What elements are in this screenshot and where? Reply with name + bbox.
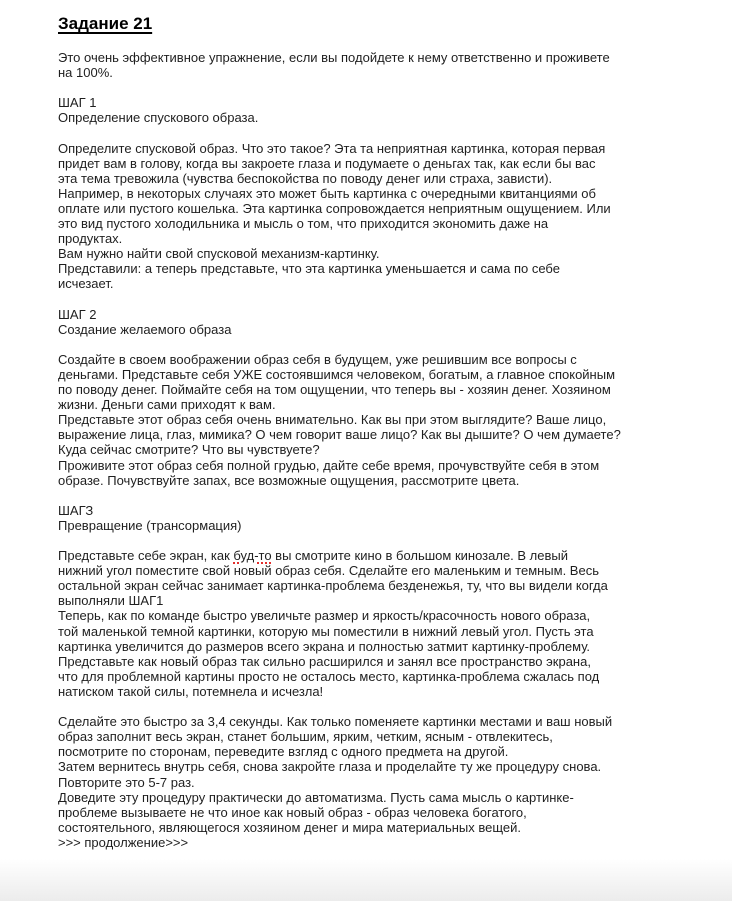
text-line: что для проблемной картины просто не осталось место, картинка-проблема сжалась под [58,668,600,684]
paragraph [58,50,704,80]
text-line: оплате или пустого кошелька. Эта картинка сопровождается неприятным ощущением. Или [58,200,611,216]
text-line: Определите спусковой образ. Что это такое? Эта та неприятная картинка, которая первая [58,140,606,156]
text-line: придет вам в голову, когда вы закроете глаза и подумаете о деньгах так, как если бы вас [58,155,596,171]
document-body [58,50,704,850]
text-line: продуктах. [58,231,123,247]
text-line: Доведите эту процедуру практически до автоматизма. Пусть сама мысль о картинке- [58,789,574,805]
text-line: той маленькой темной картинки, которую мы поместили в нижний левый угол. Пусть эта [58,623,594,639]
text-line: эта тема тревожила (чувства беспокойства по поводу денег или страха, зависти). [58,170,553,186]
paragraph [58,503,704,533]
text-line: Представили: а теперь представьте, что эта картинка уменьшается и сама по себе [58,261,560,277]
text-line: Представьте как новый образ так сильно расширился и занял все пространство экрана, [58,653,591,669]
text-line: остальной экран сейчас занимает картинка-проблема безденежья, ту, что вы видели когда [58,578,608,594]
text-line: Представьте себе экран, как буд-то вы смотрите кино в большом кинозале. В левый [58,548,569,564]
text-line: ШАГ 1 [58,95,97,111]
text-line: Превращение (трансормация) [58,517,242,533]
text-line: на 100%. [58,65,113,81]
text-line: картинка увеличится до размеров всего экрана и полностью затмит картинку-проблему. [58,638,591,654]
text-line: выражение лица, глаз, мимика? О чем говорит ваше лицо? Как вы дышите? О чем думаете? [58,427,621,443]
paragraph [58,307,704,337]
paragraph [58,352,704,488]
text-line: посмотрите по сторонам, переведите взгляд с одного предмета на другой. [58,744,509,760]
text-line: ШАГЗ [58,502,94,518]
text-line: Это очень эффективное упражнение, если вы подойдете к нему ответственно и проживете [58,50,610,65]
page-bottom-fade [0,859,732,901]
text-line: Повторите это 5-7 раз. [58,774,195,790]
paragraph [58,548,704,699]
paragraph [58,714,704,850]
paragraph [58,141,704,292]
text-line: Проживите этот образ себя полной грудью, дайте себе время, прочувствуйте себя в этом [58,457,600,473]
text-line: Например, в некоторых случаях это может быть картинка с очередными квитанциями об [58,185,596,201]
misspelled-word: буд-то [233,548,272,564]
text-line: Вам нужно найти свой спусковой механизм-картинку. [58,246,380,262]
text-line: нижний угол поместите свой новый образ себя. Сделайте его маленьким и темным. Весь [58,563,599,579]
text-line: Создайте в своем воображении образ себя в будущем, уже решившим все вопросы с [58,351,577,367]
document-title: Задание 21 [58,14,153,33]
text-line: ШАГ 2 [58,306,97,322]
text-line: Сделайте это быстро за 3,4 секунды. Как только поменяете картинки местами и ваш новый [58,714,613,730]
text-line: образ заполнит весь экран, станет большим, ярким, четким, ясным - отвлекитесь, [58,729,553,745]
text-line: исчезает. [58,276,114,292]
text-line: Создание желаемого образа [58,321,232,337]
text-line: >>> продолжение>>> [58,834,189,850]
text-line: состоятельного, являющегося хозяином денег и мира материальных вещей. [58,819,522,835]
text-line: по поводу денег. Поймайте себя на том ощущении, что теперь вы - хозяин денег. Хозяином [58,382,611,398]
text-line: натиском такой силы, потемнела и исчезла! [58,683,324,699]
text-line: образе. Почувствуйте запах, все возможные ощущения, рассмотрите цвета. [58,472,520,488]
text-line: Куда сейчас смотрите? Что вы чувствуете? [58,442,320,458]
text-line: Представьте этот образ себя очень внимательно. Как вы при этом выглядите? Ваше лицо, [58,412,607,428]
text-line: деньгами. Представьте себя УЖЕ состоявшимся человеком, богатым, а главное спокойным [58,366,616,382]
paragraph [58,95,704,125]
text-line: жизни. Деньги сами приходят к вам. [58,397,276,413]
text-line: Определение спускового образа. [58,110,259,126]
text-line: это вид пустого холодильника и мысль о том, что приходится экономить даже на [58,216,549,232]
text-line: Затем вернитесь внутрь себя, снова закройте глаза и проделайте ту же процедуру снова. [58,759,602,775]
text-line: проблеме вызываете не что иное как новый образ - образ человека богатого, [58,804,527,820]
text-line: выполняли ШАГ1 [58,593,164,609]
text-line: Теперь, как по команде быстро увеличьте размер и яркость/красочность нового образа, [58,608,591,624]
